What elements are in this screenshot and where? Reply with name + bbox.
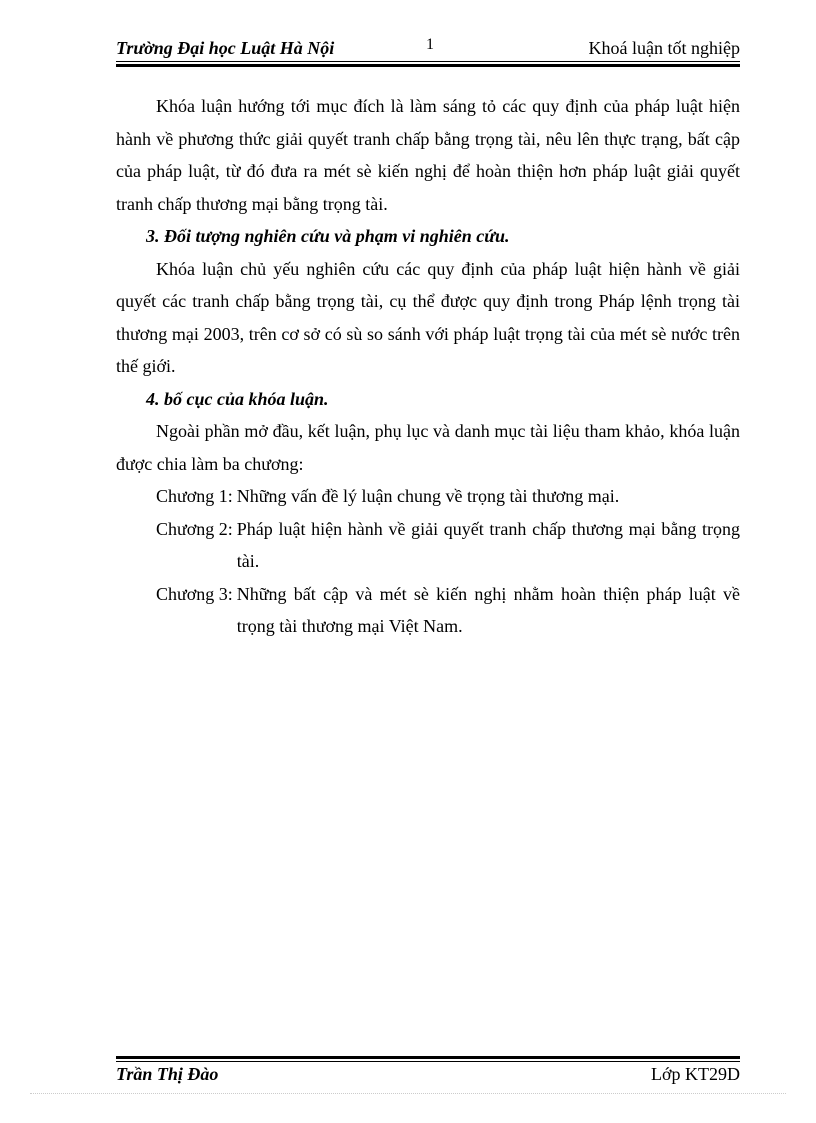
paragraph-scope: Khóa luận chủ yếu nghiên cứu các quy định của pháp luật hiện hành về giải quyết các tranh chấp bằng trọng tài, cụ thể được quy định trong Pháp lệnh trọng tài thương mại 2003, trên cơ sở có sù so sánh với pháp luật trọng tài của mét sè nước trên thế giới. — [116, 258, 740, 376]
header-rule-thin — [116, 61, 740, 62]
header-rule-thick — [116, 64, 740, 67]
heading-structure: 4. bố cục của khóa luận. — [146, 388, 329, 409]
chapter-title: Những bất cập và mét sè kiến nghị nhằm hoàn thiện pháp luật về trọng tài thương mại Việt Nam. — [236, 583, 740, 636]
header-school: Trường Đại học Luật Hà Nội — [116, 38, 335, 58]
heading-scope: 3. Đối tượng nghiên cứu và phạm vi nghiên cứu. — [146, 226, 510, 246]
document-body — [116, 90, 740, 643]
footer-rule-thick — [116, 1056, 740, 1059]
page-footer — [116, 1064, 740, 1086]
header-doc-type: Khoá luận tốt nghiệp — [588, 38, 740, 58]
chapter-label: Chương 3: — [156, 583, 233, 604]
chapter-label: Chương 1: — [156, 486, 233, 506]
chapter-item — [116, 513, 740, 578]
footer-class: Lớp KT29D — [650, 1064, 740, 1084]
chapter-title: Những vấn đề lý luận chung về trọng tài thương mại. — [236, 486, 620, 506]
paragraph-structure: Ngoài phần mở đầu, kết luận, phụ lục và danh mục tài liệu tham khảo, khóa luận được chia làm ba chương: — [116, 421, 740, 474]
footer-rule-thin — [116, 1061, 740, 1062]
footer-author: Trần Thị Đào — [116, 1064, 219, 1084]
chapter-title: Pháp luật hiện hành về giải quyết tranh chấp thương mại bằng trọng tài. — [236, 518, 740, 571]
page-edge-divider — [30, 1093, 786, 1094]
paragraph-purpose: Khóa luận hướng tới mục đích là làm sáng tỏ các quy định của pháp luật hiện hành về phương thức giải quyết tranh chấp bằng trọng tài, nêu lên thực trạng, bất cập của pháp luật, từ đó đưa ra mét sè kiến nghị để hoàn thiện hơn pháp luật giải quyết tranh chấp thương mại bằng trọng tài. — [116, 96, 740, 214]
chapter-item — [116, 578, 740, 643]
chapter-label: Chương 2: — [156, 518, 233, 539]
page-number: 1 — [426, 36, 434, 53]
chapter-item — [116, 480, 740, 513]
page-header — [116, 38, 740, 60]
